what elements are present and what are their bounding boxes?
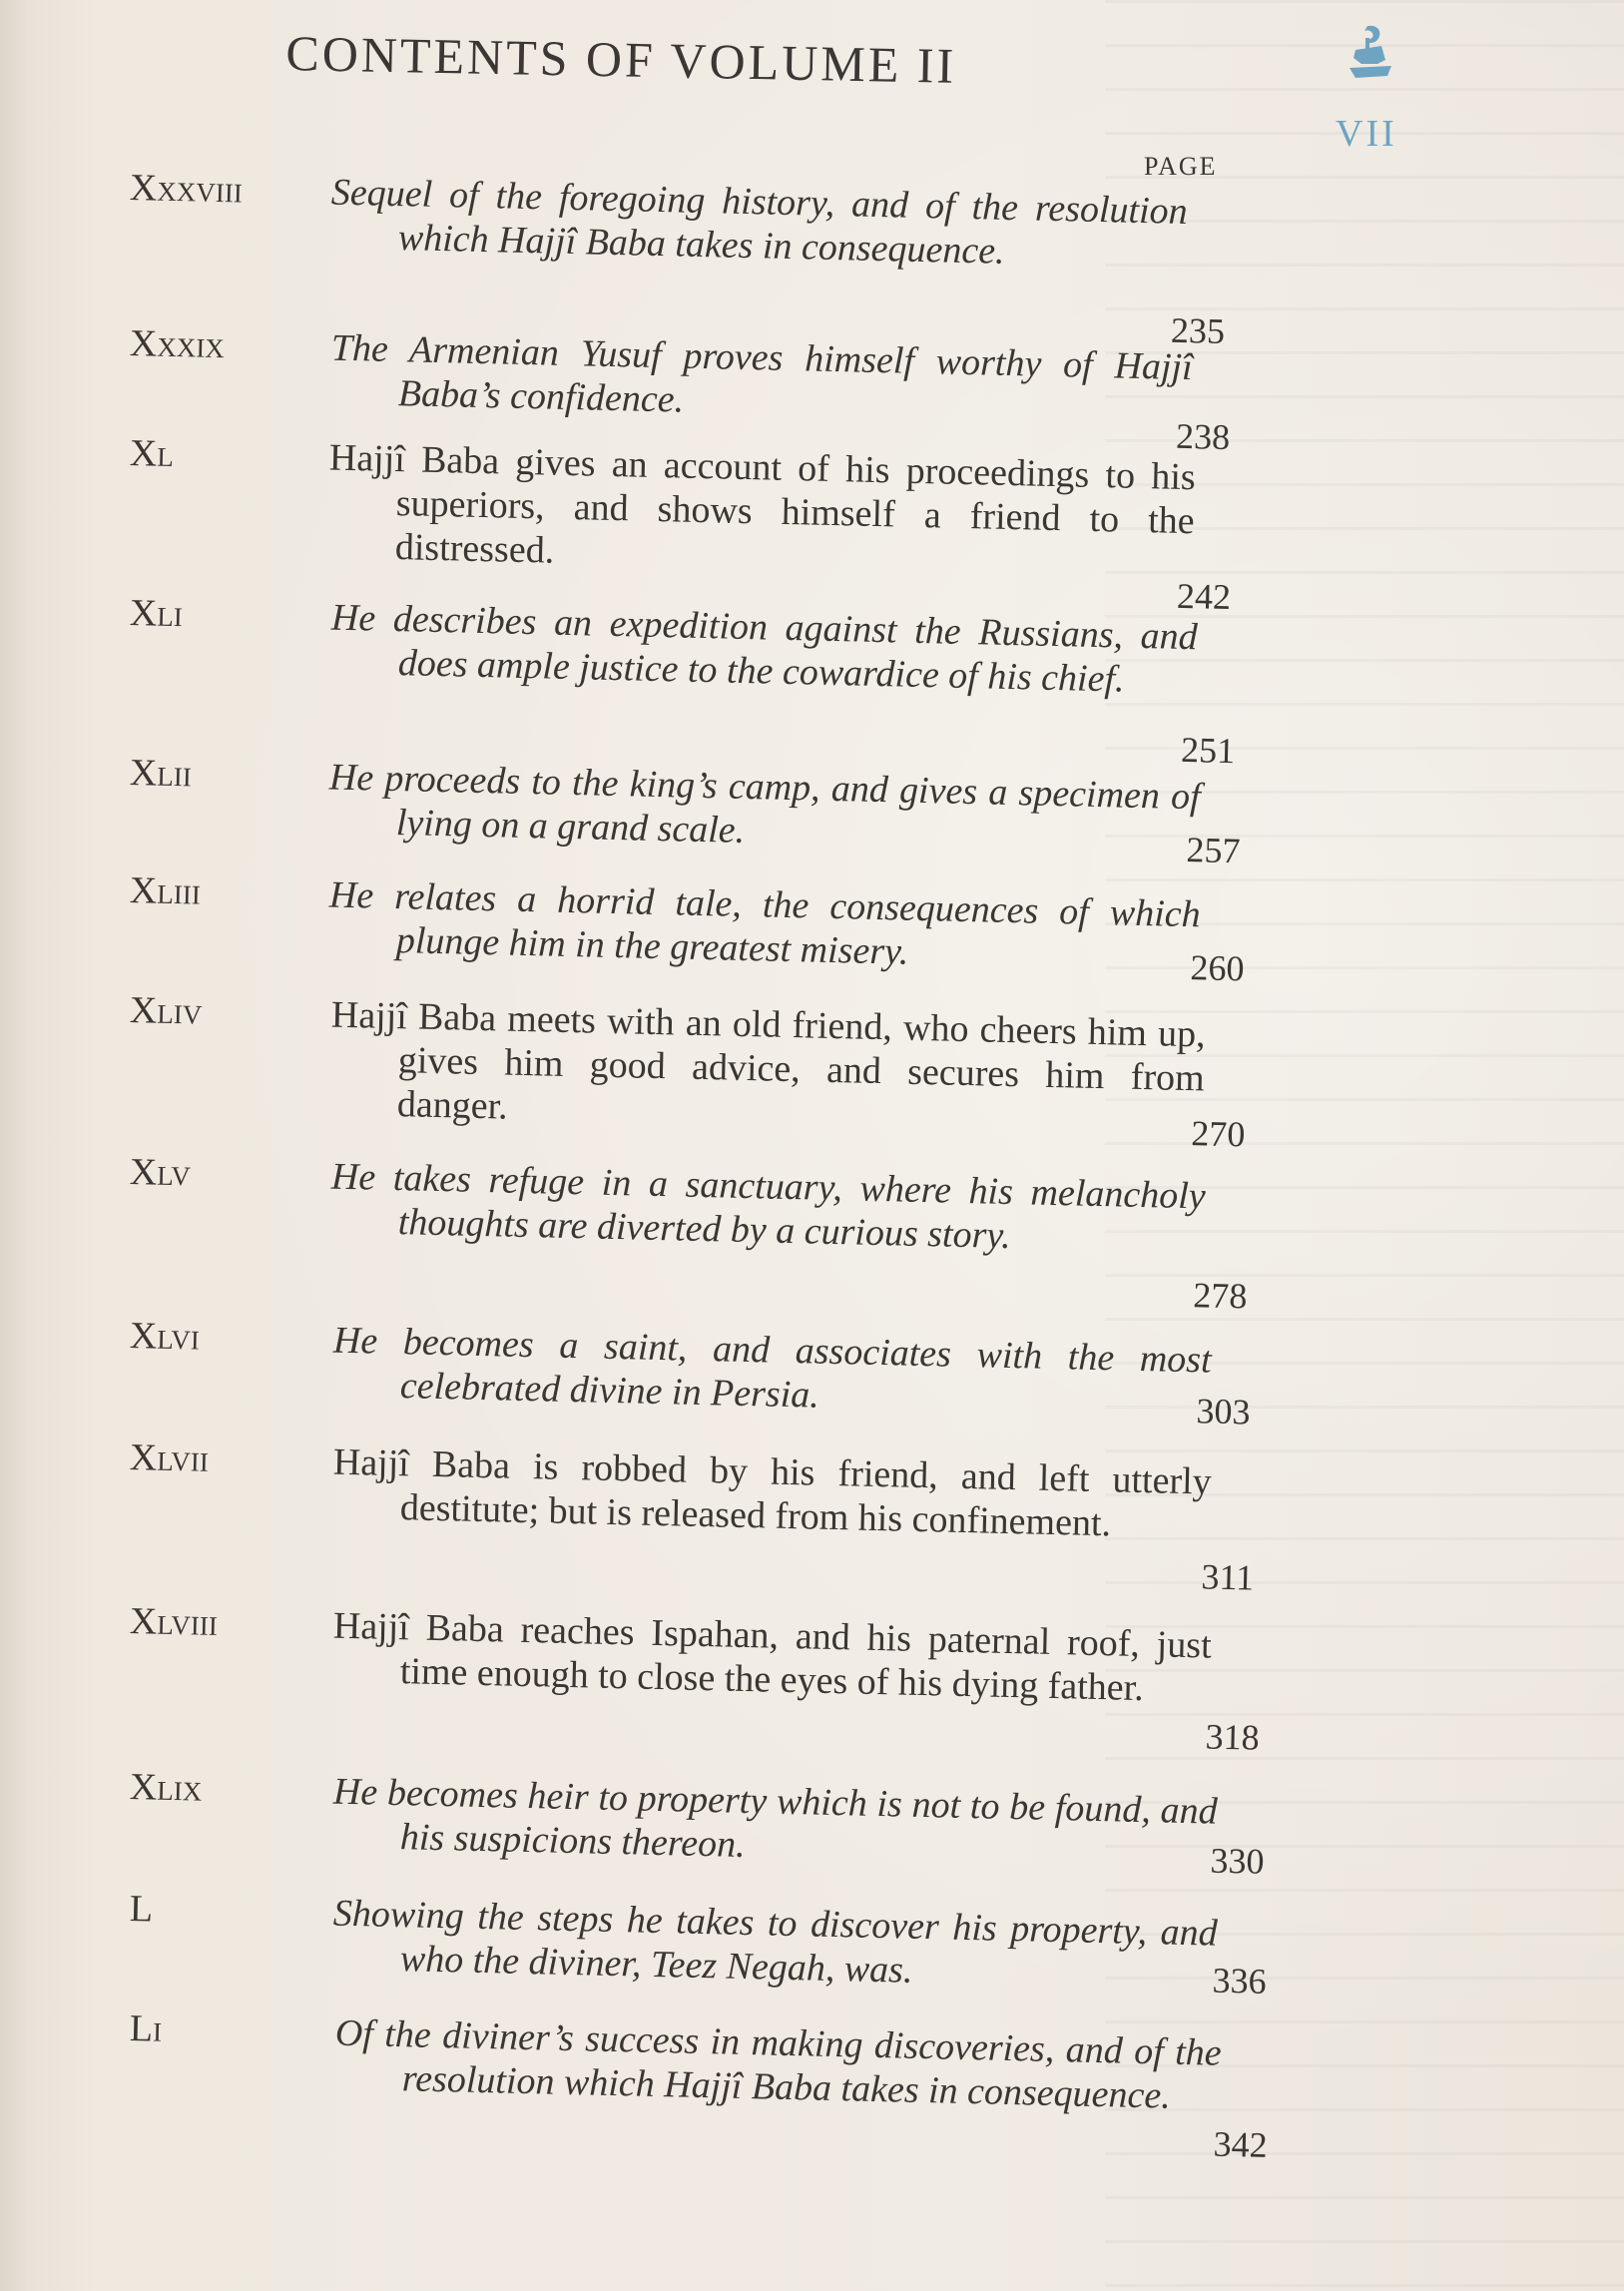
page-number: 235 [1170, 309, 1226, 351]
chapter-description: He becomes a saint, and associates with the most celebrated divine in Persia. [332, 1319, 1213, 1417]
chapter-number: L [129, 1888, 154, 1931]
page-number: 342 [1213, 2123, 1269, 2165]
chapter-number: Xlviii [129, 1600, 219, 1644]
page-number: 251 [1180, 729, 1236, 772]
toc-entry [0, 1596, 1624, 1758]
chapter-number: Xlv [129, 1151, 192, 1195]
page-number: 318 [1205, 1716, 1261, 1758]
chapter-description: The Armenian Yusuf proves himself worthy of Hajjî Baba’s confidence. [330, 326, 1194, 421]
page-number: 242 [1176, 575, 1232, 618]
chapter-number: Xlvii [129, 1436, 210, 1480]
chapter-description: Hajjî Baba reaches Ispahan, and his paternal roof, just time enough to close the eyes of his dying father. [332, 1604, 1213, 1710]
chapter-description: He proceeds to the king’s camp, and gives a specimen of lying on a grand scale. [328, 756, 1202, 852]
chapter-number: Xliii [129, 869, 202, 913]
page-title: CONTENTS OF VOLUME II [284, 24, 957, 94]
chapter-number: Xli [129, 592, 184, 636]
toc-entry [0, 748, 1624, 871]
chapter-description: Hajjî Baba is robbed by his friend, and left utterly destitute; but is released from his confinement. [332, 1440, 1213, 1545]
page-number: 330 [1210, 1840, 1266, 1882]
chapter-description: He relates a horrid tale, the consequences of which plunge him in the greatest misery. [328, 873, 1202, 973]
chapter-number: Xlix [129, 1766, 203, 1810]
chapter-number: Xxxviii [129, 167, 244, 212]
chapter-description: He takes refuge in a sanctuary, where his melancholy thoughts are diverted by a curious story. [330, 1155, 1207, 1258]
toc-entry [0, 588, 1624, 772]
chapter-number: Xl [129, 432, 175, 475]
toc-entry [0, 865, 1624, 989]
page-number: 270 [1190, 1113, 1246, 1155]
chapter-description: Hajjî Baba meets with an old friend, who cheers him up, gives him good advice, and secures him from danger. [330, 993, 1207, 1128]
toc-entry [0, 985, 1624, 1155]
page-number: 278 [1192, 1275, 1248, 1317]
chapter-description: Showing the steps he takes to discover his property, and who the diviner, Teez Negah, was. [332, 1892, 1219, 1992]
page-number: 257 [1186, 830, 1241, 871]
chapter-number: Li [129, 2007, 163, 2050]
chapter-number: Xlii [129, 752, 193, 796]
page-column-label: PAGE [1144, 152, 1218, 181]
page-number: 336 [1212, 1960, 1268, 2002]
page-number: 311 [1201, 1556, 1255, 1598]
chapter-description: Hajjî Baba gives an account of his proceedings to his superiors, and shows himself a friend to the distressed. [328, 436, 1197, 572]
page-number: 238 [1175, 415, 1231, 458]
toc-entry [0, 1884, 1624, 2002]
toc-entry [0, 1762, 1624, 1882]
chapter-description: He describes an expedition against the Russians, and does ample justice to the cowardice of his chief. [330, 596, 1199, 701]
toc-entry [0, 2004, 1624, 2165]
toc-entry [0, 1147, 1624, 1317]
toc-entry [0, 1311, 1624, 1432]
chapter-number: Xlvi [129, 1315, 201, 1359]
page-number: 260 [1190, 947, 1245, 989]
chapter-description: He becomes heir to property which is not to be found, and his suspicions thereon. [332, 1770, 1219, 1867]
chapter-number: Xliv [129, 989, 203, 1033]
chapter-description: Sequel of the foregoing history, and of the resolution which Hajjî Baba takes in consequence. [330, 171, 1189, 273]
chapter-number: Xxxix [129, 322, 226, 367]
folio-number: VII [1336, 113, 1397, 155]
page-number: 303 [1196, 1391, 1251, 1432]
toc-entry [0, 1432, 1624, 1598]
chapter-description: Of the diviner’s success in making discoveries, and of the resolution which Hajjî Baba takes in consequence. [334, 2011, 1223, 2117]
